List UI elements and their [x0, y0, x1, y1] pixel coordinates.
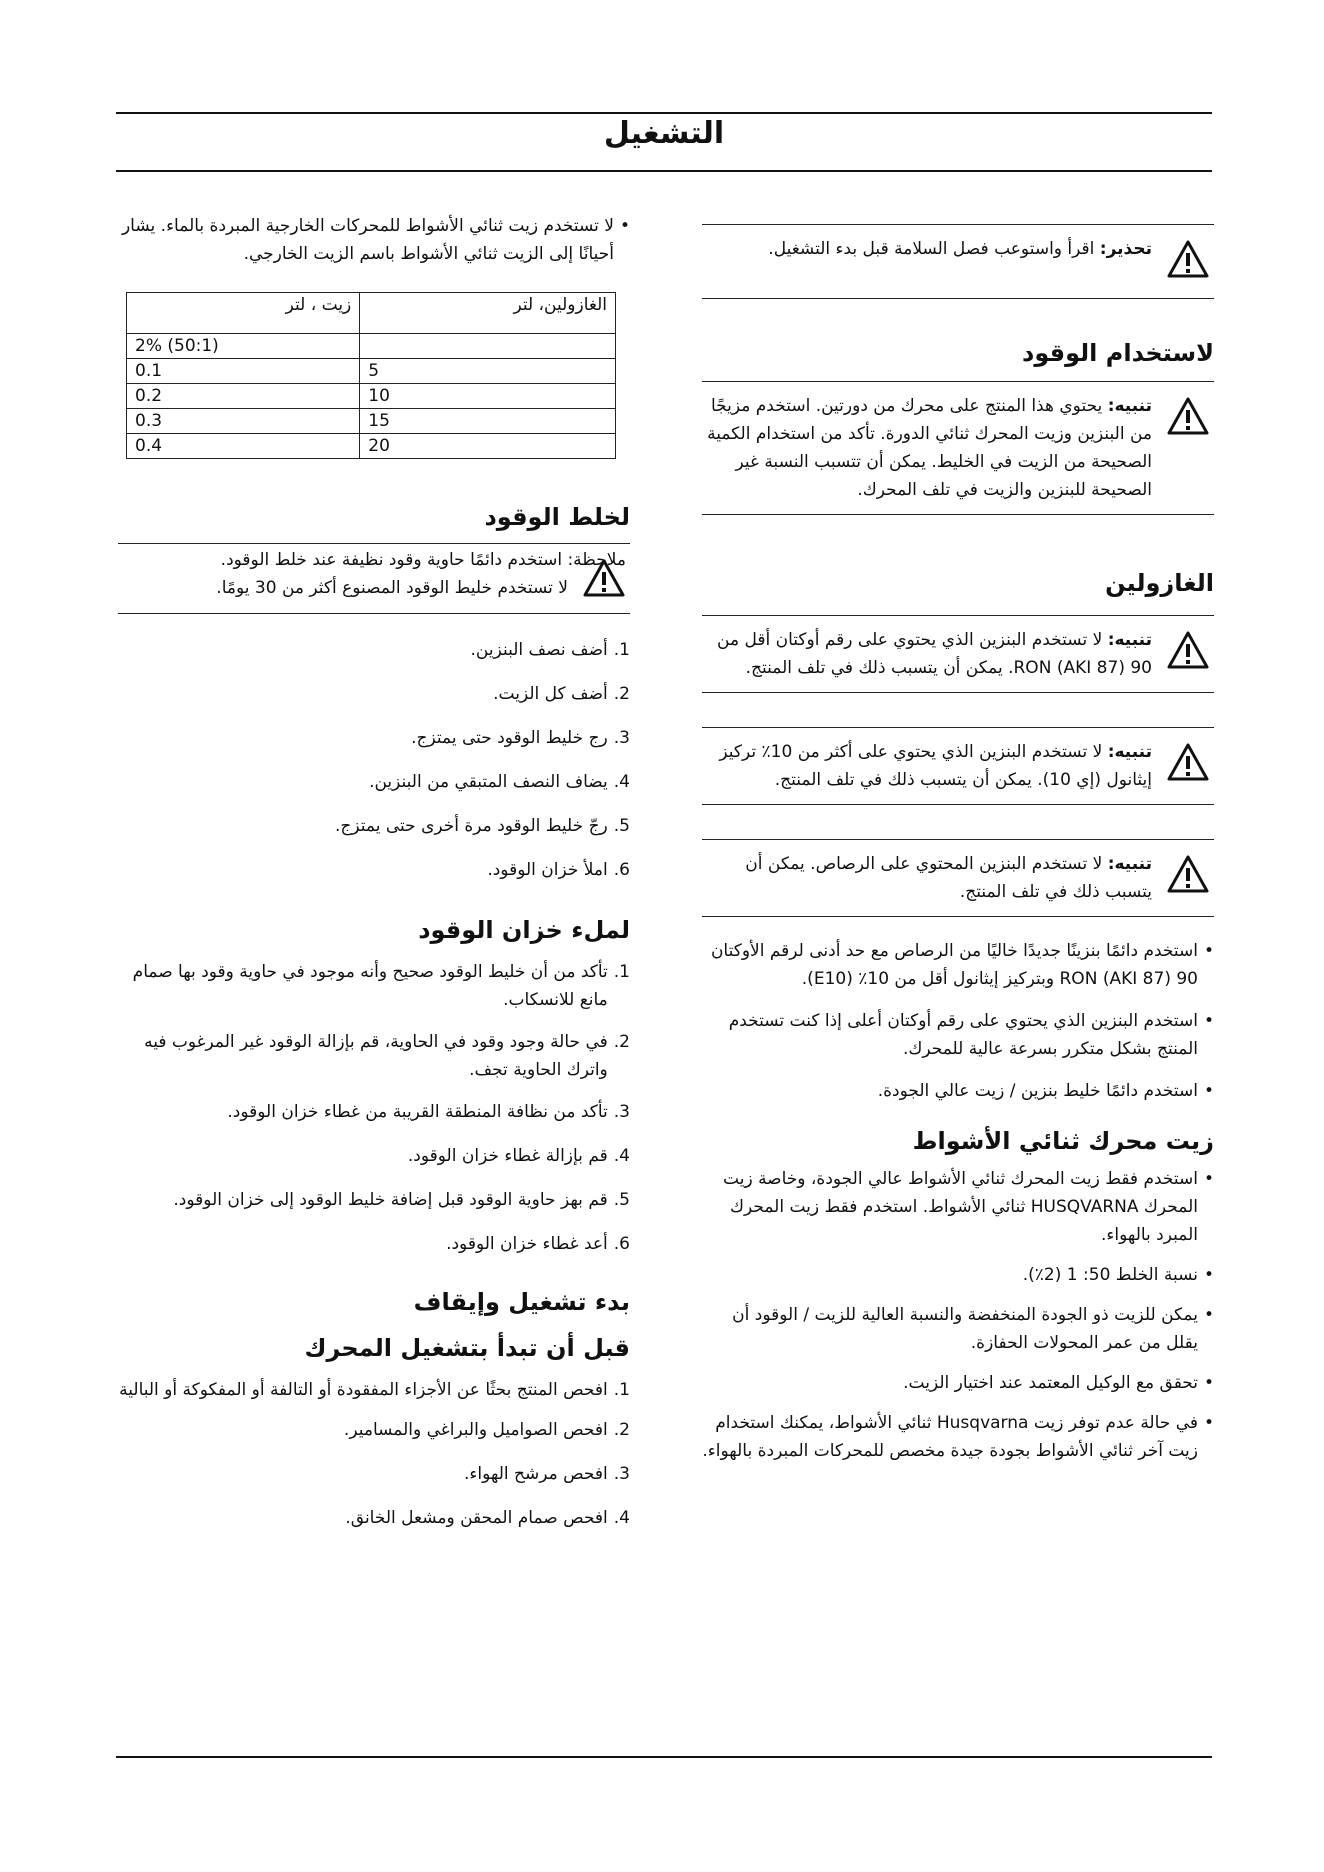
warning-triangle-icon	[1166, 239, 1210, 288]
table-row	[127, 409, 616, 434]
bottom-rule	[116, 1756, 1212, 1758]
marine-oil-bullet: • لا تستخدم زيت ثنائي الأشواط للمحركات الخارجية المبردة بالماء. يشار أحيانًا إلى الزيت ثنائي الأشواط باسم الزيت الخارجي.	[118, 212, 630, 268]
petrol-bullet: • استخدم دائمًا خليط بنزين / زيت عالي الجودة.	[702, 1077, 1214, 1105]
list-item: 3. تأكد من نظافة المنطقة القريبة من غطاء خزان الوقود.	[227, 1102, 630, 1122]
title-rule	[116, 170, 1212, 172]
oil-bullet: • تحقق مع الوكيل المعتمد عند اختيار الزيت.	[702, 1369, 1214, 1397]
list-item: 2. افحص الصواميل والبراغي والمسامير.	[343, 1420, 630, 1440]
fuel-notice-text: تنبيه: يحتوي هذا المنتج على محرك من دورتين. استخدم مزيجًا من البنزين وزيت المحرك ثنائي الدورة. تأكد من استخدام الكمية الصحيحة من الزيت في الخليط. يمكن أن تتسبب النسبة غير الصحيحة للبنزين والزيت في تلف المحرك.	[707, 396, 1152, 500]
page-title: التشغيل	[603, 116, 725, 151]
start-stop-heading: بدء تشغيل وإيقاف	[413, 1288, 630, 1316]
warning-text: تحذير: اقرأ واستوعب فصل السلامة قبل بدء التشغيل.	[768, 239, 1152, 259]
list-item: 3. رج خليط الوقود حتى يمتزج.	[411, 728, 630, 748]
mix-note-box	[118, 543, 630, 614]
list-item: 4. قم بإزالة غطاء خزان الوقود.	[407, 1146, 630, 1166]
warning-triangle-icon	[1166, 742, 1210, 791]
oil-bullet: • نسبة الخلط 50: 1 (2٪).	[702, 1261, 1214, 1289]
table-row	[127, 434, 616, 459]
list-item: 6. املأ خزان الوقود.	[487, 860, 630, 880]
oil-bullet: • استخدم فقط زيت المحرك ثنائي الأشواط عالي الجودة، وخاصة زيت المحرك HUSQVARNA ثنائي الأشواط. استخدم فقط زيت المحرك المبرد بالهواء.	[702, 1165, 1214, 1249]
table-header-row	[127, 293, 616, 334]
oil-cell: 0.2	[127, 384, 360, 409]
oil-bullet: • يمكن للزيت ذو الجودة المنخفضة والنسبة العالية للزيت / الوقود أن يقلل من عمر المحولات الحفازة.	[702, 1301, 1214, 1357]
warning-triangle-icon	[1166, 396, 1210, 445]
list-item: 1. تأكد من أن خليط الوقود صحيح وأنه موجود في حاوية وقود بها صمام مانع للانسكاب.	[132, 962, 630, 1010]
before-steps	[118, 1376, 630, 1532]
fuel-usage-heading: لاستخدام الوقود	[1022, 339, 1214, 367]
list-item: 5. رجّ خليط الوقود مرة أخرى حتى يمتزج.	[335, 816, 630, 836]
before-start-heading: قبل أن تبدأ بتشغيل المحرك	[304, 1334, 630, 1362]
mix-note-text: ملاحظة: استخدم دائمًا حاوية وقود نظيفة عند خلط الوقود. لا تستخدم خليط الوقود المصنوع أكثر من 30 يومًا.	[216, 550, 626, 598]
table-ratio-row	[127, 334, 616, 359]
warning-triangle-icon	[1166, 630, 1210, 679]
list-item: 2. في حالة وجود وقود في الحاوية، قم بإزالة الوقود غير المرغوب فيه واترك الحاوية تجف.	[144, 1032, 630, 1080]
leaded-notice-text: تنبيه: لا تستخدم البنزين المحتوي على الرصاص. يمكن أن يتسبب ذلك في تلف المنتج.	[745, 854, 1152, 902]
petrol-cell: 10	[360, 384, 616, 409]
list-item: 6. أعد غطاء خزان الوقود.	[446, 1234, 630, 1254]
petrol-bullet: • استخدم البنزين الذي يحتوي على رقم أوكتان أعلى إذا كنت تستخدم المنتج بشكل متكرر بسرعة عالية للمحرك.	[702, 1007, 1214, 1063]
list-item: 5. قم بهز حاوية الوقود قبل إضافة خليط الوقود إلى خزان الوقود.	[173, 1190, 630, 1210]
petrol-cell: 15	[360, 409, 616, 434]
list-item: 4. يضاف النصف المتبقي من البنزين.	[369, 772, 630, 792]
list-item: 1. افحص المنتج بحثًا عن الأجزاء المفقودة أو التالفة أو المفكوكة أو البالية	[119, 1380, 630, 1400]
petrol-notice-text: تنبيه: لا تستخدم البنزين الذي يحتوي على رقم أوكتان أقل من 90 (87 AKI) RON. يمكن أن يتسبب ذلك في تلف المنتج.	[717, 630, 1152, 678]
petrol-cell: 5	[360, 359, 616, 384]
oil-cell: 0.3	[127, 409, 360, 434]
left-column	[118, 212, 630, 1532]
ratio-empty-cell	[360, 334, 616, 359]
petrol-notice-box	[702, 615, 1214, 693]
warning-box	[702, 224, 1214, 299]
fuel-notice-box	[702, 381, 1214, 515]
mix-steps	[118, 636, 630, 884]
list-item: 4. افحص صمام المحقن ومشعل الخانق.	[345, 1508, 630, 1528]
petrol-heading: الغازولين	[1105, 569, 1214, 597]
list-item: 1. أضف نصف البنزين.	[470, 640, 630, 660]
ratio-cell: 2% (50:1)	[127, 334, 360, 359]
warning-triangle-icon	[1166, 854, 1210, 903]
fill-heading: لملء خزان الوقود	[418, 916, 630, 944]
table-row	[127, 359, 616, 384]
oil-cell: 0.1	[127, 359, 360, 384]
header-petrol: الغازولين، لتر	[360, 293, 616, 334]
mix-heading: لخلط الوقود	[484, 503, 630, 531]
ethanol-notice-text: تنبيه: لا تستخدم البنزين الذي يحتوي على أكثر من 10٪ تركيز إيثانول (إي 10). يمكن أن يتسبب ذلك في تلف المنتج.	[719, 742, 1152, 790]
petrol-cell: 20	[360, 434, 616, 459]
fill-steps	[118, 958, 630, 1258]
right-column	[702, 212, 1214, 1465]
oil-heading: زيت محرك ثنائي الأشواط	[912, 1127, 1214, 1155]
header-oil: زيت ، لتر	[127, 293, 360, 334]
list-item: 2. أضف كل الزيت.	[493, 684, 630, 704]
petrol-bullet: • استخدم دائمًا بنزينًا جديدًا خاليًا من الرصاص مع حد أدنى لرقم الأوكتان 90 (87 AKI) RON وبتركيز إيثانول أقل من 10٪ (E10).	[702, 937, 1214, 993]
mix-table	[126, 292, 616, 459]
leaded-notice-box	[702, 839, 1214, 917]
top-rule	[116, 112, 1212, 114]
ethanol-notice-box	[702, 727, 1214, 805]
list-item: 3. افحص مرشح الهواء.	[463, 1464, 630, 1484]
table-row	[127, 384, 616, 409]
oil-bullet: • في حالة عدم توفر زيت Husqvarna ثنائي الأشواط، يمكنك استخدام زيت آخر ثنائي الأشواط بجودة جيدة مخصص للمحركات المبردة بالهواء.	[702, 1409, 1214, 1465]
oil-cell: 0.4	[127, 434, 360, 459]
